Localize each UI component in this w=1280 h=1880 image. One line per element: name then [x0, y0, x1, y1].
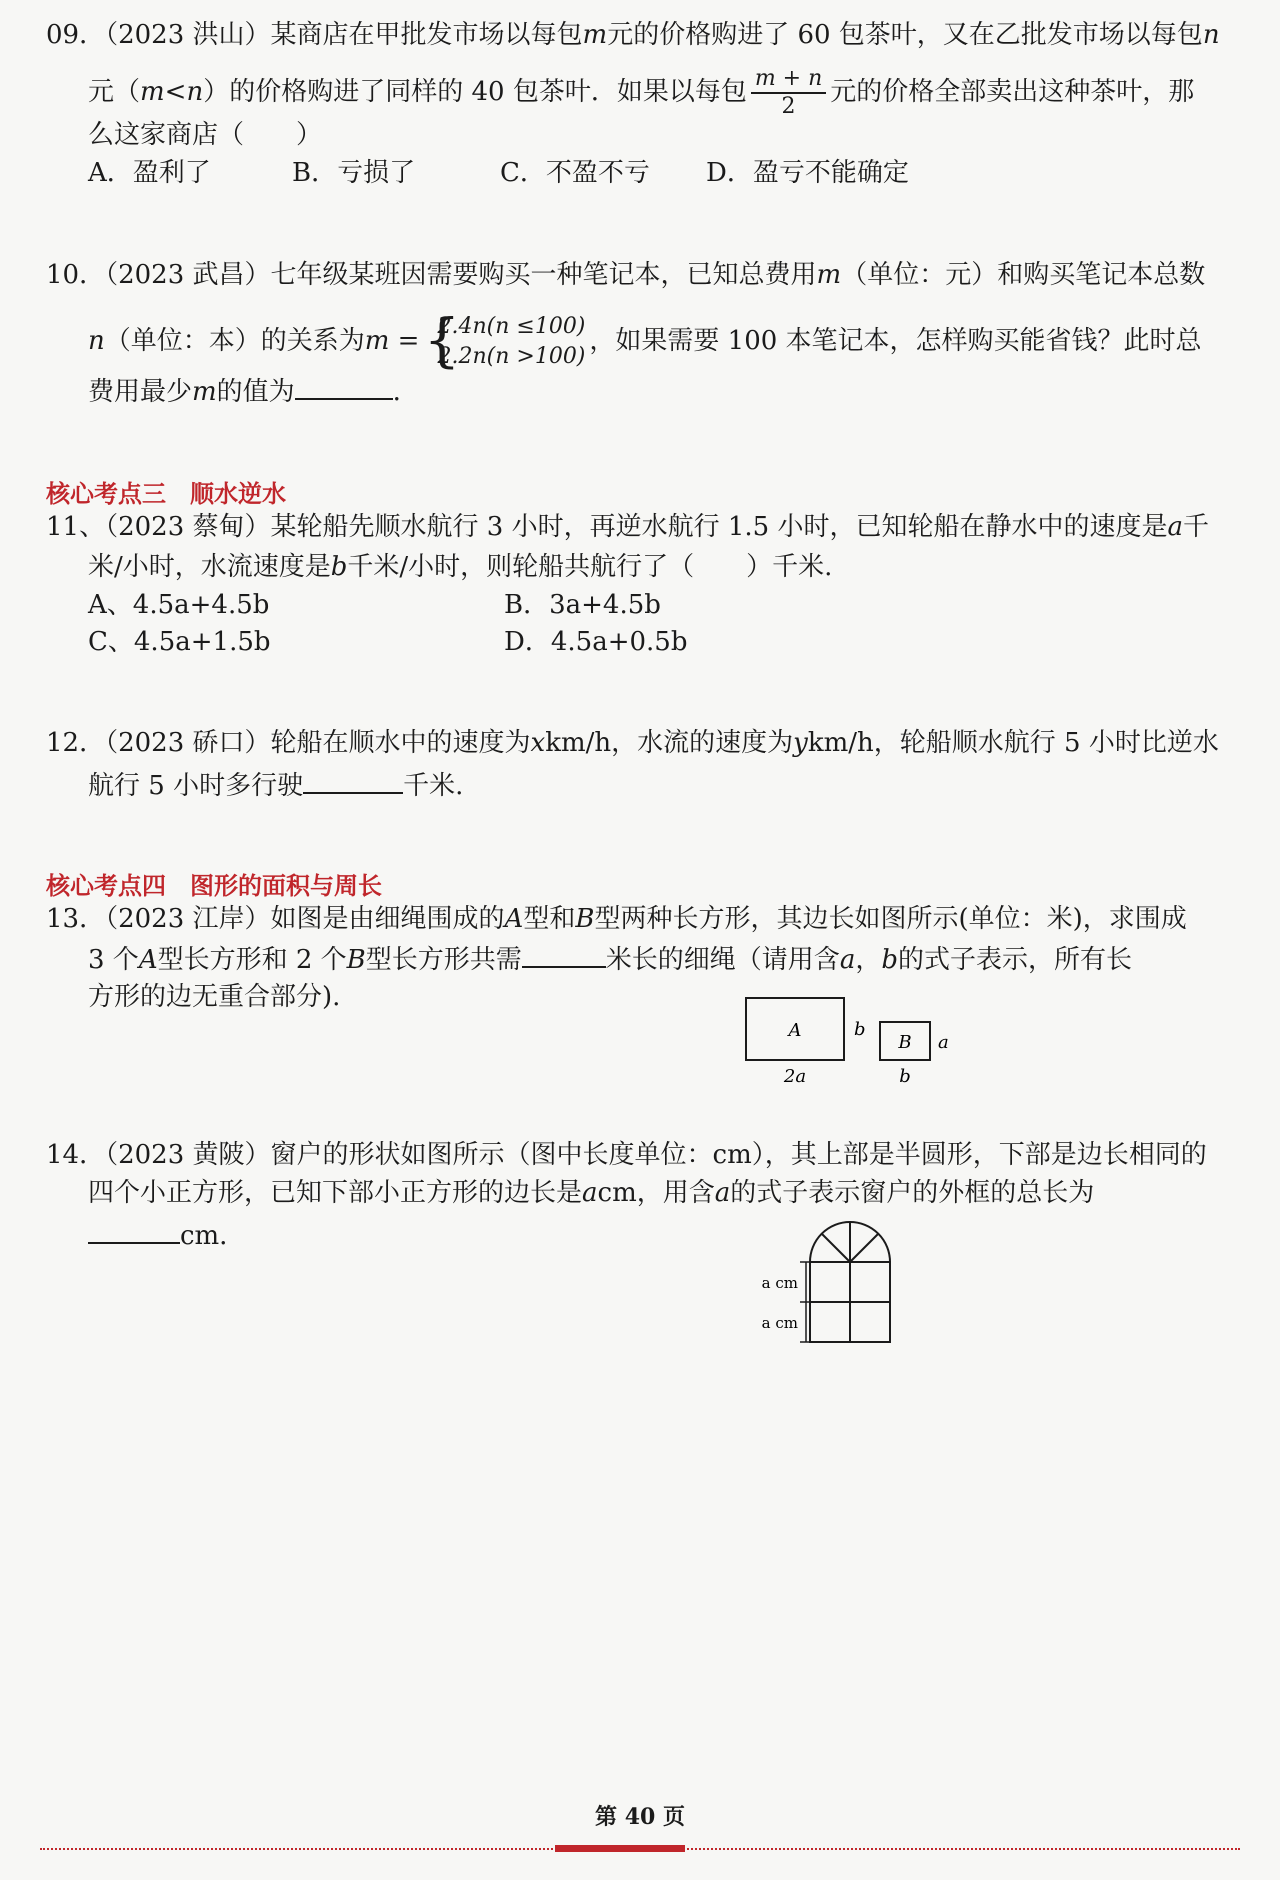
window-arch-spoke-3	[850, 1234, 878, 1262]
q14-text: cm，用含	[597, 1178, 715, 1208]
var-y: y	[793, 728, 808, 758]
q12-text: 航行 5 小时多行驶	[88, 771, 304, 801]
q10-text: 费用最少	[88, 377, 193, 407]
q10-text: ．	[392, 377, 419, 407]
q13-line-2	[88, 940, 1132, 977]
answer-blank[interactable]	[88, 1216, 180, 1244]
var-a: a	[839, 945, 856, 975]
q09-option-c: C．不盈不亏	[500, 158, 650, 188]
q10-line-1	[46, 258, 1205, 292]
case-2: 2.2n(n >100)	[437, 344, 586, 369]
q11-option-d: D．4.5a+0.5b	[504, 627, 688, 657]
var-B: B	[346, 945, 366, 975]
q14-text: cm．	[180, 1221, 246, 1251]
page-number: 第 40 页	[595, 1804, 685, 1830]
q10-text: （单位：元）和购买笔记本总数	[841, 260, 1206, 290]
answer-blank[interactable]	[295, 372, 393, 400]
q14-line-3	[88, 1216, 245, 1253]
rect-b-side-label: a	[938, 1032, 949, 1053]
q10-text: 10．（2023 武昌）七年级某班因需要购买一种笔记本，已知总费用	[46, 260, 817, 290]
q12-text: 12．（2023 硚口）轮船在顺水中的速度为	[46, 728, 531, 758]
q13-text: 型长方形共需	[365, 945, 522, 975]
q13-line-3: 方形的边无重合部分).	[88, 982, 341, 1012]
q12-line-2	[88, 766, 463, 803]
q09-text: 09．（2023 洪山）某商店在甲批发市场以每包	[46, 20, 583, 50]
var-m: m	[582, 20, 608, 50]
var-b: b	[881, 945, 898, 975]
q11-line-2	[88, 550, 832, 584]
rect-a-bottom-label: 2a	[783, 1066, 807, 1087]
var-n: n	[1202, 20, 1220, 50]
q13-text: 3 个	[88, 945, 139, 975]
window-figure	[760, 1220, 900, 1360]
piecewise-function	[423, 306, 586, 374]
q11-text: 千	[1182, 512, 1209, 542]
q09-text: 元的价格购进了 60 包茶叶，又在乙批发市场以每包	[607, 20, 1203, 50]
var-b: b	[330, 552, 348, 582]
q14-text: 四个小正方形，已知下部小正方形的边长是	[88, 1178, 583, 1208]
q09-text: 元的价格全部卖出这种茶叶，那	[830, 77, 1195, 107]
var-a: a	[582, 1178, 598, 1208]
q13-text: 型长方形和 2 个	[157, 945, 347, 975]
q12-text: 千米.	[403, 771, 464, 801]
case-1: 2.4n(n ≤100)	[437, 314, 586, 339]
rect-b-label: B	[898, 1032, 912, 1053]
q13-text: 米长的细绳（请用含	[605, 945, 840, 975]
q13-line-1	[46, 902, 1187, 936]
var-m: m	[816, 260, 842, 290]
var-a: a	[714, 1178, 731, 1208]
q14-line-1: 14．（2023 黄陂）窗户的形状如图所示（图中长度单位：cm），其上部是半圆形，下部是边长相同的	[46, 1140, 1207, 1170]
q11-option-b: B．3a+4.5b	[504, 590, 661, 620]
answer-blank[interactable]	[303, 766, 403, 794]
q12-text: km/h，水流的速度为	[545, 728, 794, 758]
q09-line-2	[88, 66, 1194, 120]
q11-option-a: A、4.5a+4.5b	[88, 590, 270, 620]
section-heading-4: 核心考点四 图形的面积与周长	[46, 872, 382, 900]
rect-b-bottom-label: b	[899, 1066, 911, 1087]
condition: m<n	[140, 77, 204, 107]
fraction-numerator: m + n	[751, 66, 826, 94]
m-equals: m =	[364, 326, 420, 356]
q10-line-2	[88, 306, 1202, 374]
rect-a-side-label: b	[854, 1019, 866, 1040]
q09-text: 元（	[88, 77, 141, 107]
q09-line-3: 么这家商店（ ）	[88, 120, 323, 150]
q12-text: km/h，轮船顺水航行 5 小时比逆水	[807, 728, 1219, 758]
q12-line-1	[46, 726, 1219, 760]
q10-line-3	[88, 372, 419, 409]
q11-line-1	[46, 510, 1209, 544]
var-x: x	[530, 728, 546, 758]
q13-figure	[740, 990, 970, 1090]
q09-text: ）的价格购进了同样的 40 包茶叶．如果以每包	[203, 77, 747, 107]
q14-text: 的式子表示窗户的外框的总长为	[730, 1178, 1095, 1208]
section-heading-3: 核心考点三 顺水逆水	[46, 480, 286, 508]
q09-option-a: A．盈利了	[88, 158, 211, 188]
q11-text: 米/小时，水流速度是	[88, 552, 331, 582]
var-B: B	[575, 904, 595, 934]
var-A: A	[504, 904, 524, 934]
brace: {	[423, 306, 461, 374]
q10-text: 的值为	[216, 377, 295, 407]
q09-option-b: B．亏损了	[292, 158, 416, 188]
q09-line-1	[46, 18, 1220, 52]
answer-blank[interactable]	[522, 940, 606, 968]
q10-text: （单位：本）的关系为	[104, 326, 365, 356]
dimension-label-bottom: a cm	[761, 1314, 798, 1332]
q13-text: 的式子表示，所有长	[898, 945, 1133, 975]
window-arch-spoke-2	[822, 1234, 850, 1262]
q11-option-c: C、4.5a+1.5b	[88, 627, 271, 657]
q13-text: 型两种长方形，其边长如图所示(单位：米)，求围成	[594, 904, 1187, 934]
q13-text: 型和	[523, 904, 576, 934]
rect-a-label: A	[788, 1020, 802, 1041]
q09-option-d: D．盈亏不能确定	[706, 158, 909, 188]
var-m: m	[192, 377, 217, 407]
q11-text: 千米/小时，则轮船共航行了（ ）千米.	[347, 552, 833, 582]
var-a: a	[1167, 512, 1183, 542]
fraction-denominator: 2	[781, 94, 796, 119]
footer-accent-bar	[555, 1845, 685, 1852]
q13-text: ，	[855, 945, 882, 975]
q14-line-2	[88, 1176, 1094, 1210]
dimension-label-top: a cm	[761, 1274, 798, 1292]
var-n: n	[88, 326, 105, 356]
fraction	[751, 66, 826, 120]
q10-text: ，如果需要 100 本笔记本，怎样购买能省钱？此时总	[589, 326, 1202, 356]
q11-text: 11、（2023 蔡甸）某轮船先顺水航行 3 小时，再逆水航行 1.5 小时，已知轮船在静水中的速度是	[46, 512, 1168, 542]
var-A: A	[138, 945, 158, 975]
q13-text: 13．（2023 江岸）如图是由细绳围成的	[46, 904, 505, 934]
